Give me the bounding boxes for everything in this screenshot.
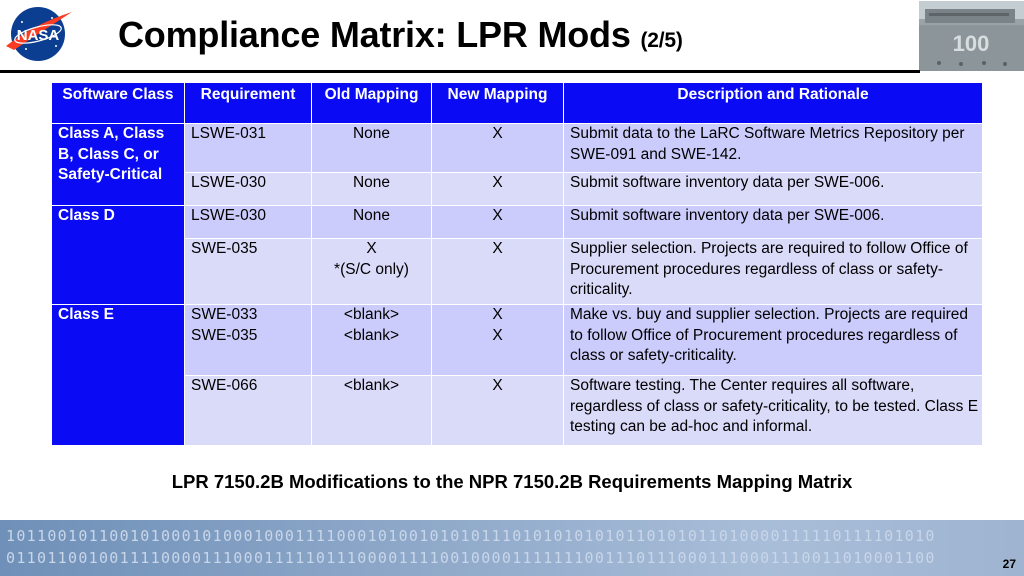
column-header-old-mapping: Old Mapping [312, 83, 431, 123]
table-row-description: Submit data to the LaRC Software Metrics Repository per SWE-091 and SWE-142. [564, 124, 982, 172]
column-header-requirement: Requirement [185, 83, 311, 123]
table-caption: LPR 7150.2B Modifications to the NPR 7150.2B Requirements Mapping Matrix [171, 471, 853, 492]
requirement-id: SWE-033 [191, 306, 258, 323]
logo-text: NASA [16, 27, 60, 44]
table-row-requirement: LSWE-030 [185, 173, 311, 205]
class-group-abc: Class A, Class B, Class C, or Safety-Critical [52, 124, 184, 205]
requirement-id: SWE-035 [191, 326, 258, 344]
header-divider [0, 70, 920, 73]
table-row-old-mapping [312, 239, 431, 304]
table-row-old-mapping [312, 305, 431, 375]
new-mapping-value: X [492, 306, 503, 323]
table-row-new-mapping: X [432, 124, 563, 172]
nasa-logo [4, 4, 74, 62]
svg-text:100: 100 [952, 31, 990, 56]
old-mapping-note: *(S/C only) [334, 260, 409, 278]
table-row-requirement: SWE-035 [185, 239, 311, 304]
column-header-description: Description and Rationale [564, 83, 982, 123]
building-photo [919, 1, 1024, 71]
slide-number: 27 [1002, 557, 1016, 571]
binary-footer-band [0, 520, 1024, 576]
column-header-new-mapping: New Mapping [432, 83, 563, 123]
table-row-requirement [185, 305, 311, 375]
page-title [118, 14, 683, 56]
page-indicator: (2/5) [640, 29, 683, 52]
table-row-requirement: SWE-066 [185, 376, 311, 445]
title-text: Compliance Matrix: LPR Mods [118, 14, 631, 55]
table-row-new-mapping: X [432, 239, 563, 304]
table-row-description: Software testing. The Center requires all software, regardless of class or safety-criticality, to be tested. Class E testing can be ad-hoc and informal. [564, 376, 982, 445]
table-row-description: Make vs. buy and supplier selection. Projects are required to follow Office of Procurement procedures regardless of class or safety-criticality. [564, 305, 982, 375]
old-mapping-value: <blank> [343, 306, 400, 323]
table-row-new-mapping [432, 305, 563, 375]
binary-line: 011011001001111000011100011111011100001111001000011111110011101110001110001110011010001100 [6, 549, 936, 567]
table-row-description: Submit software inventory data per SWE-006. [564, 206, 982, 238]
table-row-new-mapping: X [432, 173, 563, 205]
table-row-requirement: LSWE-030 [185, 206, 311, 238]
table-row-old-mapping: None [312, 124, 431, 172]
table-row-description: Submit software inventory data per SWE-006. [564, 173, 982, 205]
table-row-new-mapping: X [432, 206, 563, 238]
table-row-old-mapping: <blank> [312, 376, 431, 445]
class-group-d: Class D [52, 206, 184, 304]
compliance-matrix-table [52, 83, 982, 445]
table-row-old-mapping: None [312, 206, 431, 238]
old-mapping-value: X [366, 240, 377, 257]
table-row-requirement: LSWE-031 [185, 124, 311, 172]
new-mapping-value: X [492, 326, 503, 344]
table-row-new-mapping: X [432, 376, 563, 445]
binary-line: 101100101100101000101000100011110001010010101011101010101010110101011010000111110111101010 [6, 527, 936, 545]
old-mapping-value: <blank> [343, 326, 400, 344]
column-header-software-class: Software Class [52, 83, 184, 123]
table-row-description: Supplier selection. Projects are required to follow Office of Procurement procedures regardless of class or safety-criticality. [564, 239, 982, 304]
class-group-e: Class E [52, 305, 184, 445]
table-row-old-mapping: None [312, 173, 431, 205]
